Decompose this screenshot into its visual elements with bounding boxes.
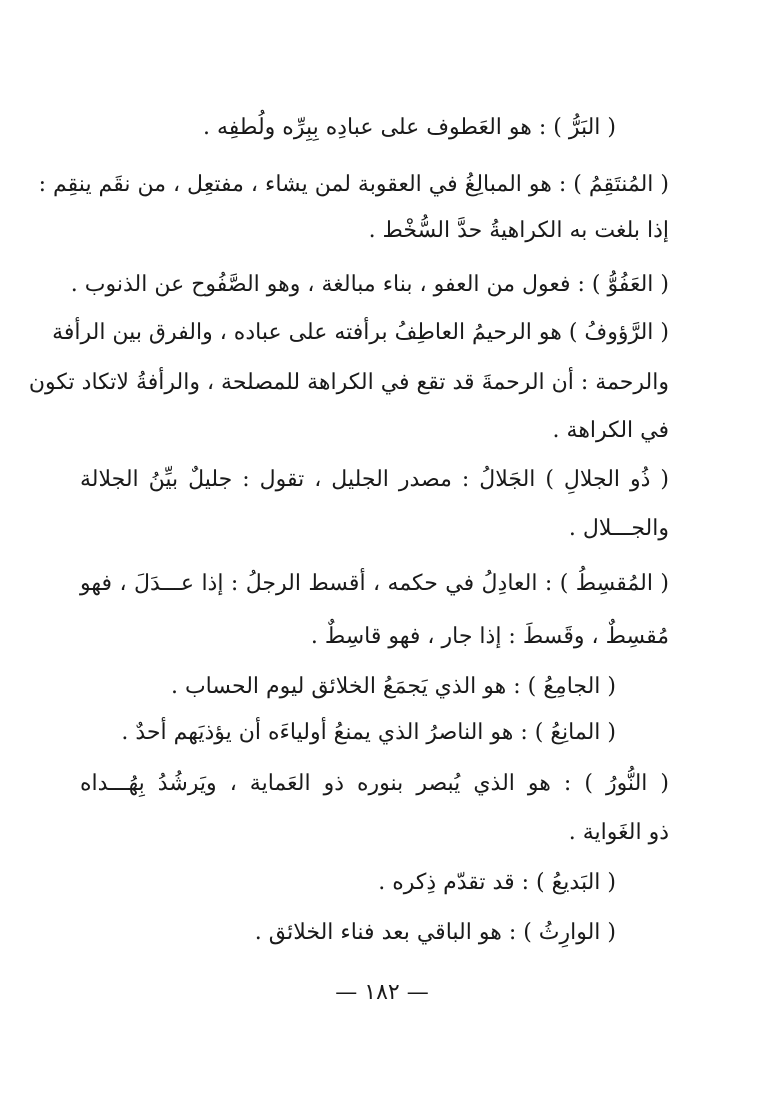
entry-ar-rauf-continued: والرحمة : أن الرحمةَ قد تقع في الكراهة للمصلحة ، والرأفةُ لاتكاد تكون (28, 370, 669, 395)
entry-al-jami: ( الجامِعُ ) : هو الذي يَجمَعُ الخلائق ليوم الحساب . (170, 674, 616, 699)
entry-al-afuw: ( العَفُوُّ ) : فعول من العفو ، بناء مبالغة ، وهو الصَّفُوح عن الذنوب . (70, 272, 669, 297)
entry-al-muntaqim: ( المُنتَقِمُ ) : هو المبالِغُ في العقوبة لمن يشاء ، مفتعِل ، من نقَم ينقِم : (38, 172, 669, 197)
entry-ar-rauf-end: في الكراهة . (552, 418, 669, 443)
entry-al-warith: ( الوارِثُ ) : هو الباقي بعد فناء الخلائق . (254, 920, 616, 945)
entry-al-mani: ( المانِعُ ) : هو الناصرُ الذي يمنعُ أولياءَه أن يؤذيَهم أحدٌ . (121, 720, 616, 745)
entry-al-badi: ( البَديعُ ) : قد تقدّم ذِكره . (378, 870, 616, 895)
entry-an-nur-end: ذو الغَواية . (568, 820, 669, 845)
page-number: — ١٨٢ — (335, 980, 429, 1005)
entry-al-muqsit-continued: مُقسِطٌ ، وقَسطَ : إذا جار ، فهو قاسِطٌ . (310, 624, 669, 649)
entry-dhul-jalal: ( ذُو الجلالِ ) الجَلالُ : مصدر الجليل ، تقول : جليلٌ بيِّنُ الجلالة (80, 467, 669, 492)
entry-al-muqsit: ( المُقسِطُ ) : العادِلُ في حكمه ، أقسط الرجلُ : إذا عـــدَلَ ، فهو (80, 571, 669, 596)
entry-al-barr: ( البَرُّ ) : هو العَطوف على عبادِه بِبِرِّه ولُطفِه . (203, 115, 616, 140)
entry-dhul-jalal-end: والجـــلال . (568, 516, 669, 541)
entry-ar-rauf: ( الرَّؤوفُ ) هو الرحيمُ العاطِفُ برأفته على عباده ، والفرق بين الرأفة (52, 320, 669, 345)
entry-al-muntaqim-continued: إذا بلغت به الكراهيةُ حدَّ السُّخْط . (368, 218, 669, 243)
entry-an-nur: ( النُّورُ ) : هو الذي يُبصر بنوره ذو العَماية ، ويَرشُدُ بِهُـــداه (80, 771, 669, 796)
